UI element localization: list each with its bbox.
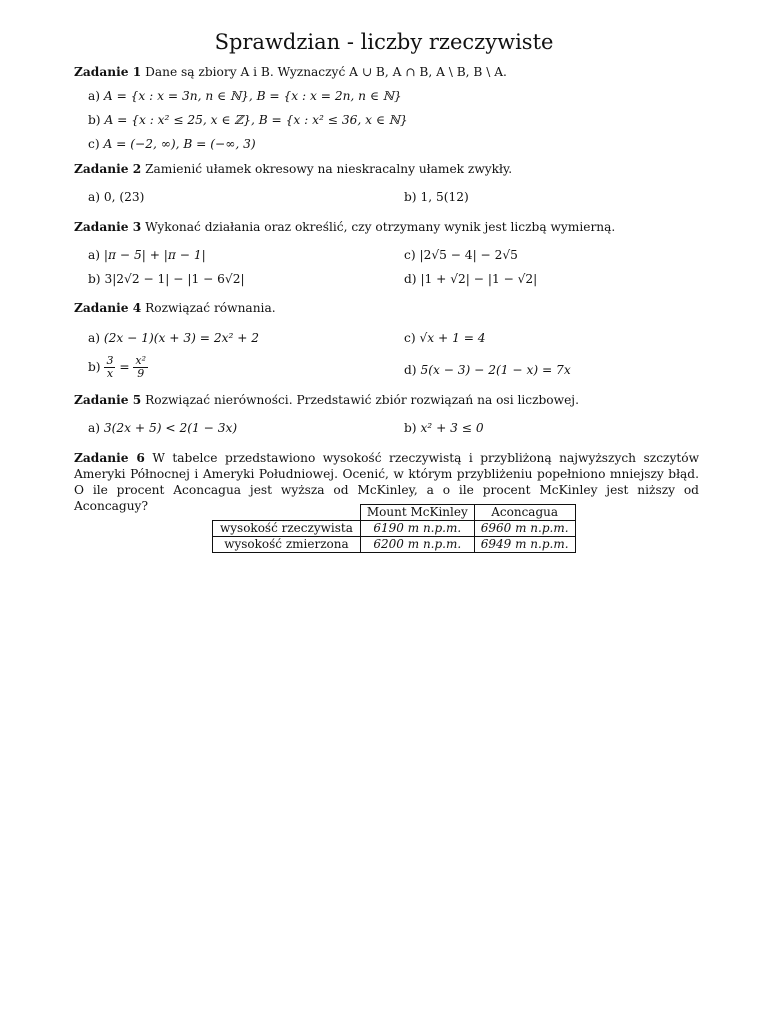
item-expression: A = {x : x² ≤ 25, x ∈ ℤ}, B = {x : x² ≤ 36, x ∈ ℕ} — [104, 113, 408, 127]
task-1-item-b — [88, 112, 408, 128]
item-key: b) — [88, 113, 101, 127]
task-2-label: Zadanie 2 — [74, 162, 142, 176]
task-4-heading — [74, 300, 276, 316]
task-3-text: Wykonać działania oraz określić, czy otrzymany wynik jest liczbą wymierną. — [145, 220, 616, 234]
task-2-text: Zamienić ułamek okresowy na nieskracalny ułamek zwykły. — [145, 162, 513, 176]
heights-table — [212, 504, 576, 553]
table-row — [213, 537, 576, 553]
task-2-item-a — [88, 189, 144, 205]
page-title: Sprawdzian - liczby rzeczywiste — [214, 30, 554, 54]
table-corner-cell — [213, 505, 361, 521]
task-4-item-b — [88, 352, 148, 382]
item-key: b) — [404, 421, 417, 435]
item-key: a) — [88, 421, 101, 435]
task-3-item-a — [88, 247, 206, 263]
equals-sign: = — [119, 360, 130, 374]
task-4-item-a — [88, 330, 259, 346]
item-expression: 0, (23) — [103, 190, 145, 204]
fraction-denominator: x — [106, 367, 114, 380]
task-6-label: Zadanie 6 — [74, 451, 145, 465]
task-2-item-b — [404, 189, 469, 205]
task-4-text: Rozwiązać równania. — [145, 301, 276, 315]
task-3-item-c — [404, 247, 518, 263]
task-1-label: Zadanie 1 — [74, 65, 142, 79]
item-key: c) — [404, 331, 416, 345]
item-expression: 5(x − 3) − 2(1 − x) = 7x — [420, 363, 571, 377]
item-key: b) — [88, 360, 101, 374]
task-5-item-b — [404, 420, 484, 436]
task-1-heading — [74, 64, 507, 80]
task-5-text: Rozwiązać nierówności. Przedstawić zbiór rozwiązań na osi liczbowej. — [145, 393, 579, 407]
fraction-denominator: 9 — [137, 367, 145, 380]
item-expression: 3(2x + 5) < 2(1 − 3x) — [103, 421, 238, 435]
item-key: b) — [88, 272, 101, 286]
item-expression: x² + 3 ≤ 0 — [420, 421, 484, 435]
task-1-text: Dane są zbiory A i B. Wyznaczyć A ∪ B, A ∩ B, A \ B, B \ A. — [145, 65, 507, 79]
item-expression: (2x − 1)(x + 3) = 2x² + 2 — [103, 331, 260, 345]
task-2-heading — [74, 161, 512, 177]
item-expression: |π − 5| + |π − 1| — [103, 248, 206, 262]
item-key: d) — [404, 363, 417, 377]
fraction-left — [104, 355, 115, 380]
task-5-item-a — [88, 420, 237, 436]
table-cell: 6949 m n.p.m. — [474, 537, 575, 553]
table-row-label: wysokość zmierzona — [213, 537, 361, 553]
task-1-item-c — [88, 136, 256, 152]
task-6-text: W tabelce przedstawiono wysokość rzeczywistą i przybliżoną najwyższych szczytów Ameryki Północnej i Ameryki Południowej. Ocenić, w którym przybliżeniu popełniono mniejszy błąd. O ile procent Aconcagua jest wyższa od McKinley, a o ile procent McKinley jest niższy od Aconcaguy? — [74, 451, 700, 513]
table-row-label: wysokość rzeczywista — [213, 521, 361, 537]
item-expression: |2√5 − 4| − 2√5 — [419, 248, 518, 262]
task-5-heading — [74, 392, 579, 408]
item-expression: 1, 5(12) — [420, 190, 469, 204]
table-header-row — [213, 505, 576, 521]
task-3-item-b — [88, 271, 245, 287]
fraction-numerator: 3 — [106, 354, 114, 367]
task-4-item-c — [404, 330, 486, 346]
item-key: a) — [88, 190, 101, 204]
item-key: a) — [88, 248, 101, 262]
task-5-label: Zadanie 5 — [74, 393, 142, 407]
item-expression: A = (−2, ∞), B = (−∞, 3) — [103, 137, 256, 151]
item-expression: |1 + √2| − |1 − √2| — [420, 272, 538, 286]
item-expression: √x + 1 = 4 — [419, 331, 486, 345]
fraction-right — [133, 355, 148, 380]
task-3-label: Zadanie 3 — [74, 220, 142, 234]
item-key: a) — [88, 89, 101, 103]
table-cell: 6200 m n.p.m. — [360, 537, 474, 553]
task-4-item-d — [404, 362, 571, 378]
item-key: c) — [88, 137, 100, 151]
item-key: a) — [88, 331, 101, 345]
table-cell: 6960 m n.p.m. — [474, 521, 575, 537]
item-expression: 3|2√2 − 1| − |1 − 6√2| — [104, 272, 245, 286]
table-cell: 6190 m n.p.m. — [360, 521, 474, 537]
task-3-heading — [74, 219, 615, 235]
table-header-cell: Mount McKinley — [360, 505, 474, 521]
task-3-item-d — [404, 271, 537, 287]
table-row — [213, 521, 576, 537]
fraction-numerator: x² — [135, 354, 147, 367]
item-key: b) — [404, 190, 417, 204]
item-expression: A = {x : x = 3n, n ∈ ℕ}, B = {x : x = 2n, n ∈ ℕ} — [103, 89, 402, 103]
item-key: d) — [404, 272, 417, 286]
table-header-cell: Aconcagua — [474, 505, 575, 521]
task-4-label: Zadanie 4 — [74, 301, 142, 315]
task-1-item-a — [88, 88, 402, 104]
item-key: c) — [404, 248, 416, 262]
